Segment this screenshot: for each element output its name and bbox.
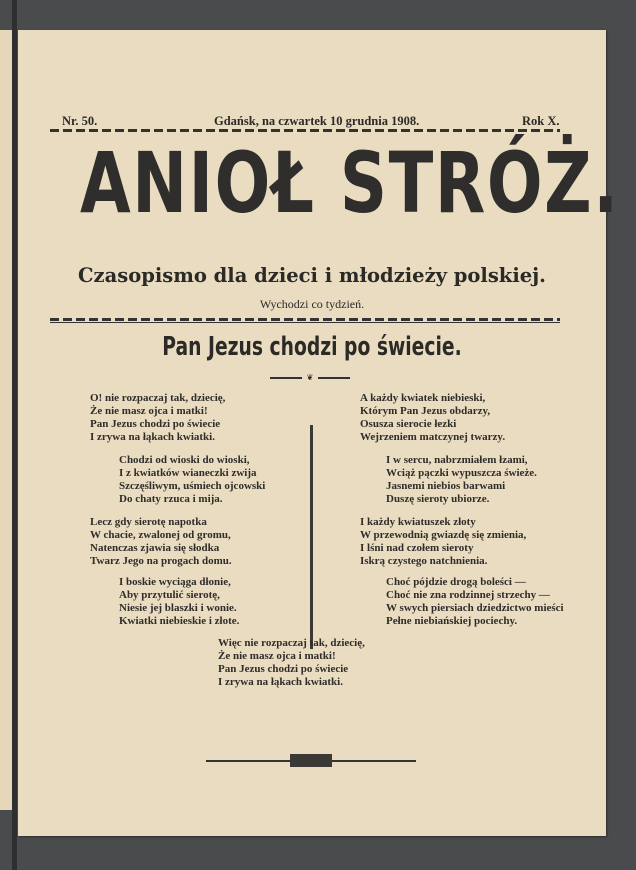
verse-line: Lecz gdy sierotę napotka xyxy=(90,516,207,528)
column-divider xyxy=(310,425,313,649)
issue-number: Nr. 50. xyxy=(62,114,98,128)
masthead-rule-bottom xyxy=(50,322,560,323)
verse-line: Szczęśliwym, uśmiech ojcowski xyxy=(119,480,266,492)
verse-line: W swych piersiach dziedzictwo mieści xyxy=(386,602,564,614)
verse-line: Osusza sierocie łezki xyxy=(360,418,457,430)
verse-line: I każdy kwiatuszek złoty xyxy=(360,516,476,528)
verse-line: I w sercu, nabrzmiałem łzami, xyxy=(386,454,528,466)
verse-line: Natenczas zjawia się słodka xyxy=(90,542,220,554)
stanza xyxy=(360,516,526,568)
verse-line: Pan Jezus chodzi po świecie xyxy=(90,418,221,430)
verse-line: O! nie rozpaczaj tak, dziecię, xyxy=(90,392,226,404)
verse-line: Pełne niebiańskiej pociechy. xyxy=(386,615,518,627)
verse-line: Iskrą czystego natchnienia. xyxy=(360,555,488,567)
ornament-icon: ❦ xyxy=(302,374,318,382)
masthead-subtitle: Czasopismo dla dzieci i młodzieży polskiej. xyxy=(78,264,546,287)
verse-line: I z kwiatków wianeczki zwija xyxy=(119,467,257,479)
newspaper-page xyxy=(18,30,620,836)
book-binding xyxy=(12,0,17,870)
publication-frequency: Wychodzi co tydzień. xyxy=(259,297,365,311)
volume-number: Rok X. xyxy=(522,114,560,128)
stanza xyxy=(386,576,564,628)
final-stanza xyxy=(218,637,365,689)
verse-line: Więc nie rozpaczaj tak, dziecię, xyxy=(218,637,365,649)
verse-line: Jasnemi niebios barwami xyxy=(386,480,506,492)
verse-line: Wejrzeniem matczynej twarzy. xyxy=(360,431,506,443)
verse-line: I lśni nad czołem sieroty xyxy=(360,542,474,554)
masthead-rule-top xyxy=(50,318,560,321)
verse-line: Chodzi od wioski do wioski, xyxy=(119,454,250,466)
verse-line: Choć nie zna rodzinnej strzechy — xyxy=(386,589,550,601)
verse-line: Że nie masz ojca i matki! xyxy=(90,405,208,417)
verse-line: A każdy kwiatek niebieski, xyxy=(360,392,486,404)
verse-line: Aby przytulić sierotę, xyxy=(119,589,220,601)
verse-line: Wciąż pączki wypuszcza świeże. xyxy=(386,467,537,479)
verse-line: Niesie jej blaszki i wonie. xyxy=(119,602,237,614)
verse-line: I zrywa na łąkach kwiatki. xyxy=(90,431,215,443)
verse-line: Pan Jezus chodzi po świecie xyxy=(218,663,349,675)
stanza xyxy=(90,516,232,568)
verse-line: W chacie, zwalonej od gromu, xyxy=(90,529,231,541)
verse-line: Twarz Jego na progach domu. xyxy=(90,555,232,567)
stanza xyxy=(90,392,225,444)
header-rule xyxy=(50,129,560,132)
stanza xyxy=(360,392,505,444)
verse-line: Duszę sieroty ubiorze. xyxy=(386,493,490,505)
verse-line: Do chaty rzuca i mija. xyxy=(119,493,223,505)
stanza xyxy=(386,454,537,506)
verse-line: I boskie wyciąga dłonie, xyxy=(119,576,231,588)
stanza xyxy=(119,576,239,628)
dateline: Gdańsk, na czwartek 10 grudnia 1908. xyxy=(214,114,420,128)
verse-line: Choć pójdzie drogą boleści — xyxy=(386,576,526,588)
masthead-title: ANIOŁ STRÓŻ. xyxy=(80,134,620,232)
verse-line: I zrywa na łąkach kwiatki. xyxy=(218,676,343,688)
verse-line: W przewodnią gwiazdę się zmienia, xyxy=(360,529,527,541)
verse-line: Kwiatki niebieskie i złote. xyxy=(119,615,240,627)
verse-line: Którym Pan Jezus obdarzy, xyxy=(360,405,491,417)
verse-line: Że nie masz ojca i matki! xyxy=(218,650,336,662)
stanza xyxy=(119,454,265,506)
poem-title: Pan Jezus chodzi po świecie. xyxy=(162,332,462,362)
end-ornament-block xyxy=(290,754,332,767)
